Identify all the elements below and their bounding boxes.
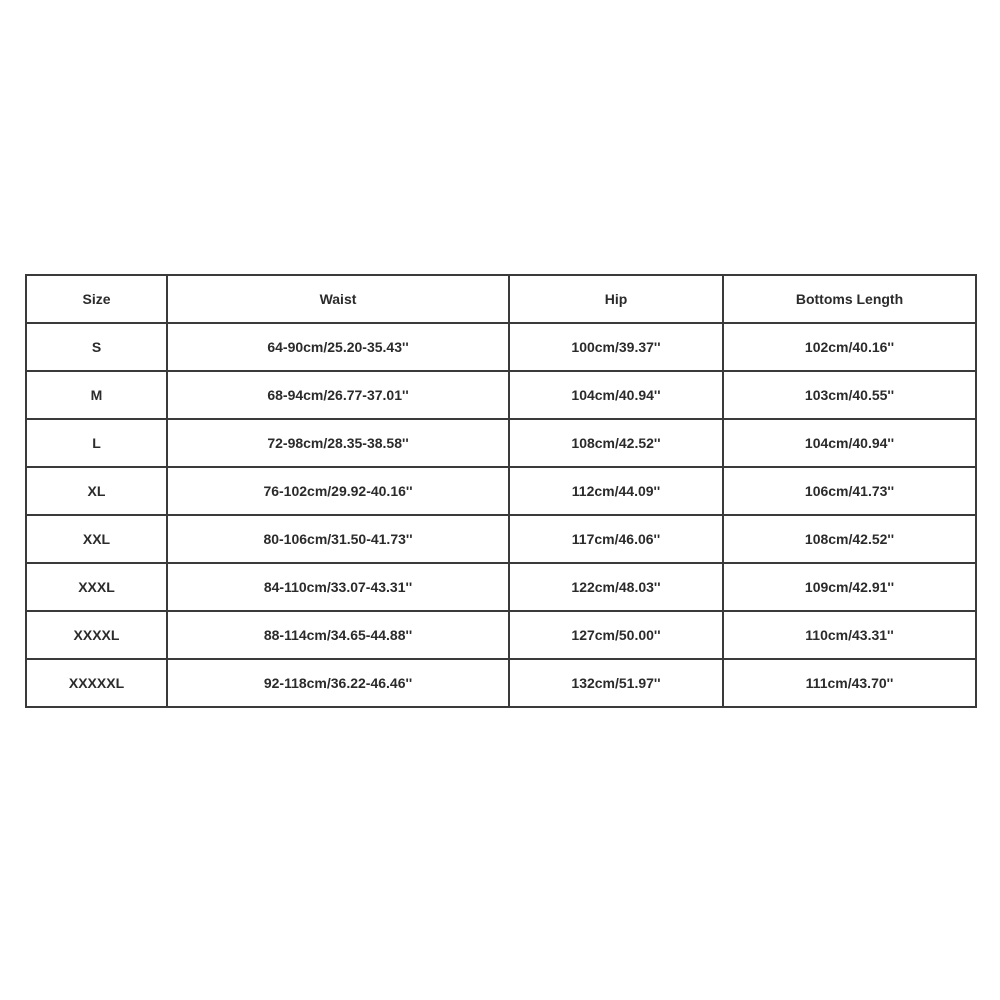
cell-waist: 68-94cm/26.77-37.01'' [167,371,509,419]
cell-waist: 88-114cm/34.65-44.88'' [167,611,509,659]
table-row [26,371,976,419]
cell-waist: 64-90cm/25.20-35.43'' [167,323,509,371]
cell-bottoms-length: 110cm/43.31'' [723,611,976,659]
table-row [26,467,976,515]
cell-size: XL [26,467,167,515]
cell-bottoms-length: 102cm/40.16'' [723,323,976,371]
cell-bottoms-length: 104cm/40.94'' [723,419,976,467]
cell-size: S [26,323,167,371]
cell-bottoms-length: 108cm/42.52'' [723,515,976,563]
table-header-row [26,275,976,323]
cell-hip: 127cm/50.00'' [509,611,723,659]
cell-waist: 80-106cm/31.50-41.73'' [167,515,509,563]
cell-size: XXL [26,515,167,563]
cell-waist: 72-98cm/28.35-38.58'' [167,419,509,467]
cell-size: L [26,419,167,467]
table-row [26,611,976,659]
cell-hip: 112cm/44.09'' [509,467,723,515]
cell-hip: 122cm/48.03'' [509,563,723,611]
table-row [26,323,976,371]
cell-bottoms-length: 111cm/43.70'' [723,659,976,707]
size-chart-table [25,274,977,708]
header-hip: Hip [509,275,723,323]
cell-size: XXXXXL [26,659,167,707]
header-size: Size [26,275,167,323]
cell-hip: 104cm/40.94'' [509,371,723,419]
cell-size: XXXL [26,563,167,611]
cell-hip: 108cm/42.52'' [509,419,723,467]
cell-size: XXXXL [26,611,167,659]
table-row [26,419,976,467]
header-waist: Waist [167,275,509,323]
table-row [26,515,976,563]
table-row [26,659,976,707]
cell-size: M [26,371,167,419]
cell-bottoms-length: 103cm/40.55'' [723,371,976,419]
cell-waist: 92-118cm/36.22-46.46'' [167,659,509,707]
cell-hip: 132cm/51.97'' [509,659,723,707]
cell-waist: 76-102cm/29.92-40.16'' [167,467,509,515]
cell-hip: 117cm/46.06'' [509,515,723,563]
cell-bottoms-length: 106cm/41.73'' [723,467,976,515]
header-bottoms-length: Bottoms Length [723,275,976,323]
cell-waist: 84-110cm/33.07-43.31'' [167,563,509,611]
cell-hip: 100cm/39.37'' [509,323,723,371]
cell-bottoms-length: 109cm/42.91'' [723,563,976,611]
table-row [26,563,976,611]
